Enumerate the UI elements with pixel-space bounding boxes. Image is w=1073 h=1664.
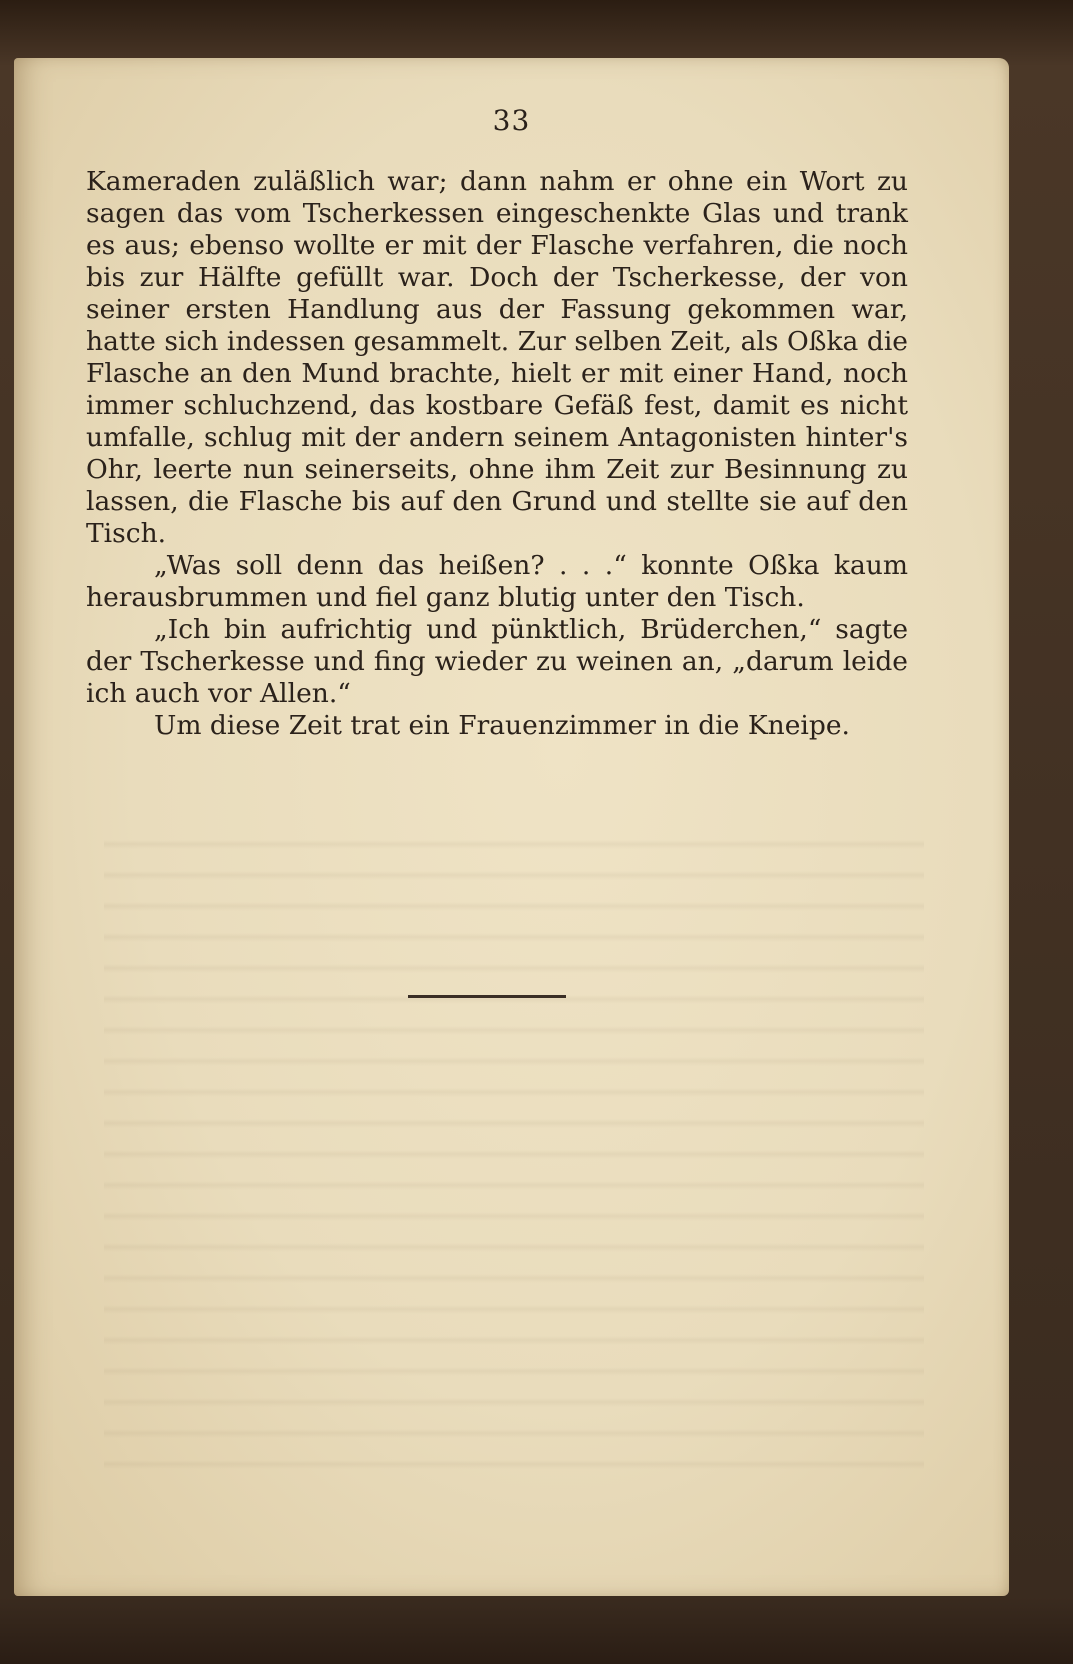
page-number: 33 — [492, 104, 531, 137]
body-text — [86, 166, 908, 742]
page-sheet — [14, 58, 1009, 1596]
paragraph-dialogue-oska: „Was soll denn das heißen? . . .“ konnte Oßka kaum herausbrummen und fiel ganz blutig unter den Tisch. — [86, 550, 908, 613]
section-divider — [408, 995, 566, 998]
paragraph-closing: Um diese Zeit trat ein Frauenzimmer in die Kneipe. — [154, 710, 850, 741]
show-through-text — [104, 818, 924, 1478]
paragraph-continuation: Kameraden zuläßlich war; dann nahm er ohne ein Wort zu sagen das vom Tscherkessen eingeschenkte Glas und trank es aus; ebenso wollte er mit der Flasche verfahren, die noch bis zur Hälfte gefüllt war. Doch der Tscherkesse, der von seiner ersten Handlung aus der Fassung gekommen war, hatte sich indessen gesammelt. Zur selben Zeit, als Oßka die Flasche an den Mund brachte, hielt er mit einer Hand, noch immer schluchzend, das kostbare Gefäß fest, damit es nicht umfalle, schlug mit der andern seinem Antagonisten hinter's Ohr, leerte nun seinerseits, ohne ihm Zeit zur Besinnung zu lassen, die Flasche bis auf den Grund und stellte sie auf den Tisch. — [86, 166, 908, 549]
paragraph-dialogue-tscherkesse: „Ich bin aufrichtig und pünktlich, Brüderchen,“ sagte der Tscherkesse und fing wieder zu weinen an, „darum leide ich auch vor Allen.“ — [86, 614, 908, 709]
